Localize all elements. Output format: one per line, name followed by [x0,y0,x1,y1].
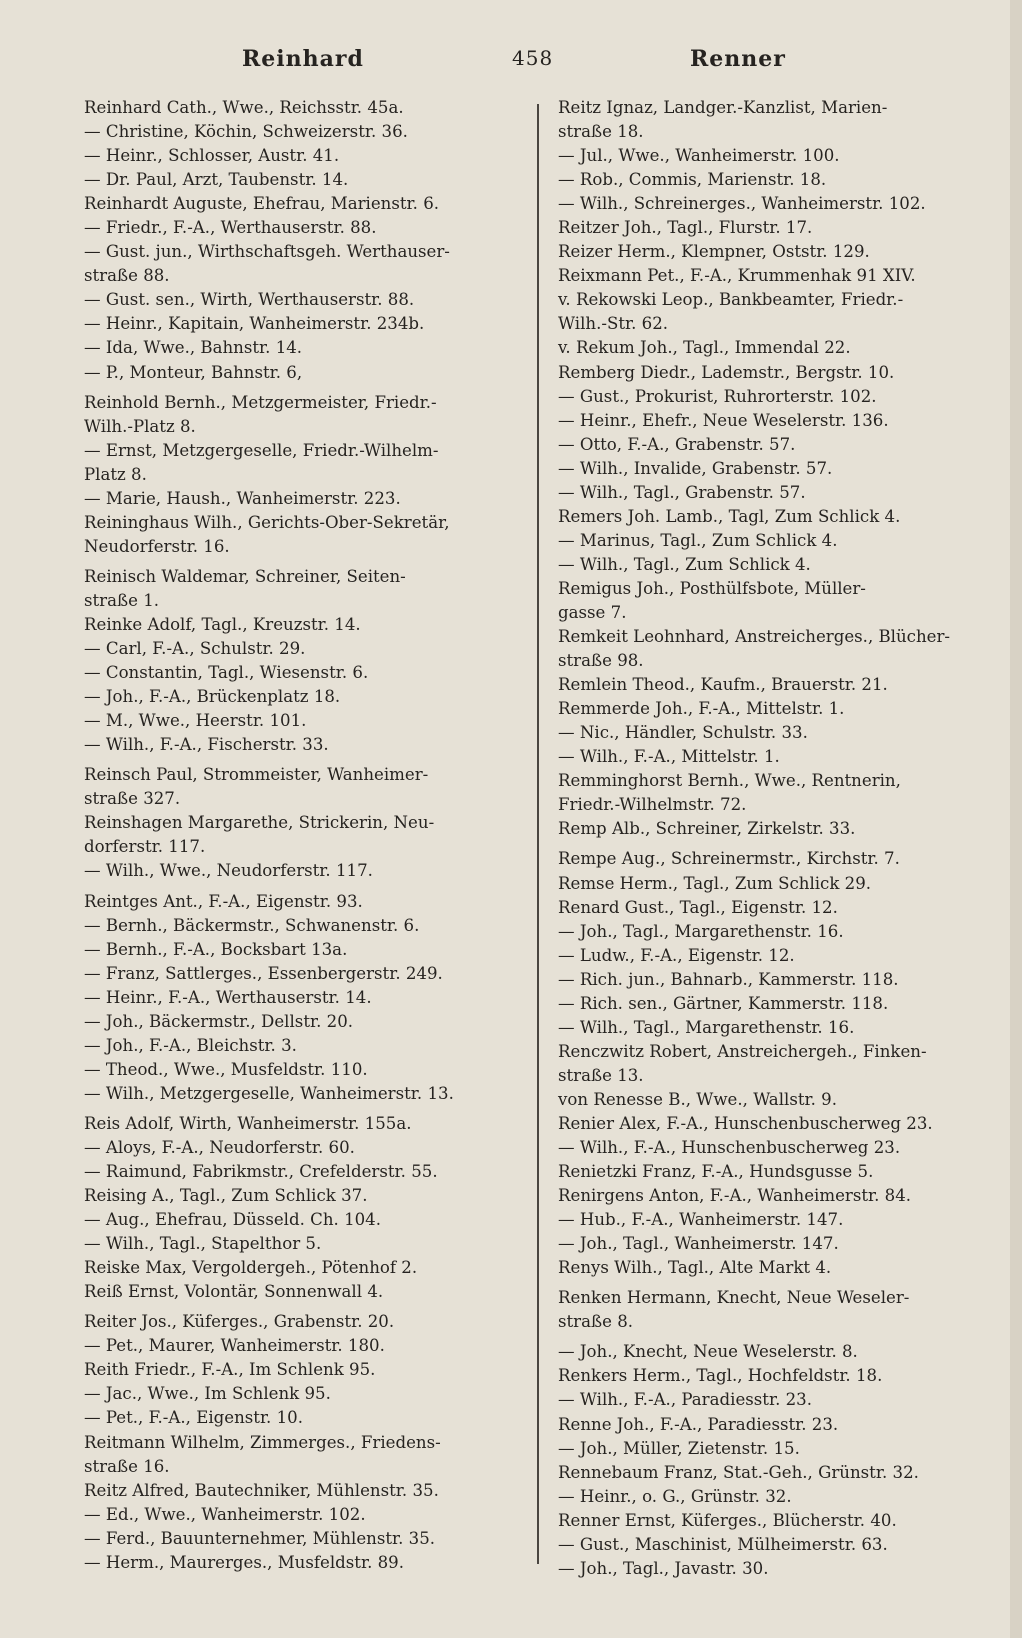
entry-text: Reinshagen Margarethe, Strickerin, Neu- [84,813,435,833]
entry-text: — Joh., Müller, Zietenstr. 15. [558,1438,800,1458]
directory-entry [84,962,524,986]
entry-text: Remigus Joh., Posthülfsbote, Müller- [558,578,866,598]
directory-entry [84,1358,524,1382]
directory-entry [558,721,990,745]
entry-text: — Rich. sen., Gärtner, Kammerstr. 118. [558,993,889,1013]
entry-continuation: Wilh.-Platz 8. [84,416,196,436]
entry-text: Renner Ernst, Küferges., Blücherstr. 40. [558,1510,897,1530]
directory-entry [558,1286,990,1334]
directory-entry [84,914,524,938]
entry-text: v. Rekowski Leop., Bankbeamter, Friedr.- [558,290,904,310]
directory-entry [84,511,524,559]
directory-entry [558,216,990,240]
entry-text: — Heinr., o. G., Grünstr. 32. [558,1486,792,1506]
entry-continuation: dorferstr. 117. [84,837,206,857]
left-column [84,96,524,1575]
entry-text: Reinhardt Auguste, Ehefrau, Marienstr. 6. [84,194,440,214]
directory-entry [84,487,524,511]
running-head-left: Reinhard [242,46,364,72]
directory-entry [558,1040,990,1088]
entry-text: — Heinr., Kapitain, Wanheimerstr. 234b. [84,314,425,334]
directory-entry [84,1232,524,1256]
directory-entry [84,709,524,733]
directory-entry [84,1208,524,1232]
directory-entry [84,336,524,360]
entry-text: — Marie, Haush., Wanheimerstr. 223. [84,488,401,508]
entry-text: Reinke Adolf, Tagl., Kreuzstr. 14. [84,614,361,634]
directory-entry [558,968,990,992]
entry-text: — Rob., Commis, Marienstr. 18. [558,170,827,190]
entry-text: — Bernh., Bäckermstr., Schwanenstr. 6. [84,915,420,935]
directory-entry [558,896,990,920]
entry-text: Reitz Alfred, Bautechniker, Mühlenstr. 35. [84,1480,439,1500]
directory-entry [558,1388,990,1412]
directory-entry [558,745,990,769]
entry-text: Remminghorst Bernh., Wwe., Rentnerin, [558,771,901,791]
directory-entry [558,1208,990,1232]
directory-entry [558,433,990,457]
entry-text: Reininghaus Wilh., Gerichts-Ober-Sekretär, [84,512,450,532]
directory-entry [84,1479,524,1503]
directory-entry [84,1551,524,1575]
directory-entry [84,144,524,168]
directory-entry [84,439,524,487]
entry-text: — P., Monteur, Bahnstr. 6, [84,362,303,382]
directory-entry [558,336,990,360]
directory-entry [558,1413,990,1437]
directory-entry [558,1088,990,1112]
entry-text: — Friedr., F.-A., Werthauserstr. 88. [84,218,377,238]
directory-entry [558,625,990,673]
directory-entry [84,1406,524,1430]
directory-entry [84,811,524,859]
directory-entry [84,1136,524,1160]
entry-text: — Wilh., F.-A., Mittelstr. 1. [558,747,780,767]
entry-text: Reiter Jos., Küferges., Grabenstr. 20. [84,1312,395,1332]
entry-text: — Joh., F.-A., Brückenplatz 18. [84,687,341,707]
entry-text: Renczwitz Robert, Anstreichergeh., Finken- [558,1041,927,1061]
directory-entry [84,1280,524,1304]
entry-text: Reizer Herm., Klempner, Oststr. 129. [558,242,870,262]
entry-text: — Gust., Maschinist, Mülheimerstr. 63. [558,1534,888,1554]
directory-entry [558,673,990,697]
entry-text: Reis Adolf, Wirth, Wanheimerstr. 155a. [84,1113,412,1133]
directory-entry [84,192,524,216]
entry-text: Remp Alb., Schreiner, Zirkelstr. 33. [558,819,856,839]
directory-entry [84,661,524,685]
directory-entry [84,391,524,439]
directory-entry [84,1334,524,1358]
entry-text: — Joh., Knecht, Neue Weselerstr. 8. [558,1342,858,1362]
entry-text: — Wilh., Schreinerges., Wanheimerstr. 102. [558,194,926,214]
entry-text: — Aug., Ehefrau, Düsseld. Ch. 104. [84,1210,382,1230]
entry-text: — Herm., Maurerges., Musfeldstr. 89. [84,1552,405,1572]
entry-text: Reiske Max, Vergoldergeh., Pötenhof 2. [84,1258,418,1278]
entry-text: — Wilh., F.-A., Paradiesstr. 23. [558,1390,813,1410]
entry-text: Renne Joh., F.-A., Paradiesstr. 23. [558,1414,839,1434]
entry-text: — Gust. sen., Wirth, Werthauserstr. 88. [84,290,415,310]
entry-text: — Joh., Tagl., Javastr. 30. [558,1558,769,1578]
directory-entry [84,1034,524,1058]
entry-text: Reising A., Tagl., Zum Schlick 37. [84,1186,368,1206]
directory-entry [84,890,524,914]
directory-entry [558,1112,990,1136]
directory-entry [558,144,990,168]
directory-entry [558,769,990,817]
directory-entry [84,733,524,757]
entry-text: Remkeit Leohnhard, Anstreicherges., Blücher- [558,627,951,647]
directory-entry [84,1382,524,1406]
directory-entry [558,1184,990,1208]
entry-continuation: gasse 7. [558,602,627,622]
directory-entry [558,872,990,896]
directory-entry [84,859,524,883]
directory-entry [84,1184,524,1208]
directory-entry [84,1527,524,1551]
entry-text: Reiß Ernst, Volontär, Sonnenwall 4. [84,1282,384,1302]
directory-entry [558,1340,990,1364]
directory-entry [84,1310,524,1334]
entry-text: Reintges Ant., F.-A., Eigenstr. 93. [84,891,363,911]
directory-entry [84,1503,524,1527]
entry-text: Reinisch Waldemar, Schreiner, Seiten- [84,566,406,586]
entry-continuation: straße 88. [84,266,170,286]
entry-text: — Heinr., Schlosser, Austr. 41. [84,146,340,166]
entry-text: v. Rekum Joh., Tagl., Immendal 22. [558,338,851,358]
directory-entry [558,920,990,944]
directory-entry [84,1082,524,1106]
directory-entry [558,1136,990,1160]
entry-text: Remers Joh. Lamb., Tagl, Zum Schlick 4. [558,506,901,526]
entry-text: — Ernst, Metzgergeselle, Friedr.-Wilhelm- [84,440,439,460]
entry-text: — Hub., F.-A., Wanheimerstr. 147. [558,1210,844,1230]
entry-text: Rempe Aug., Schreinermstr., Kirchstr. 7. [558,849,900,869]
entry-text: — Aloys, F.-A., Neudorferstr. 60. [84,1137,355,1157]
directory-entry [558,1160,990,1184]
entry-text: Remlein Theod., Kaufm., Brauerstr. 21. [558,675,888,695]
directory-entry [84,240,524,288]
entry-text: — Wilh., Tagl., Stapelthor 5. [84,1234,322,1254]
directory-entry [558,944,990,968]
entry-text: Remberg Diedr., Lademstr., Bergstr. 10. [558,362,895,382]
entry-text: Renkers Herm., Tagl., Hochfeldstr. 18. [558,1366,883,1386]
entry-text: — Joh., Tagl., Wanheimerstr. 147. [558,1234,839,1254]
entry-text: Reixmann Pet., F.-A., Krummenhak 91 XIV. [558,266,916,286]
entry-text: — Wilh., F.-A., Hunschenbuscherweg 23. [558,1138,901,1158]
directory-entry [84,613,524,637]
entry-text: — Gust., Prokurist, Ruhrorterstr. 102. [558,386,877,406]
directory-entry [558,361,990,385]
directory-entry [558,192,990,216]
entry-text: Renys Wilh., Tagl., Alte Markt 4. [558,1258,832,1278]
entry-text: — Ida, Wwe., Bahnstr. 14. [84,338,303,358]
entry-text: Remse Herm., Tagl., Zum Schlick 29. [558,873,872,893]
entry-continuation: straße 18. [558,122,644,142]
entry-continuation: Wilh.-Str. 62. [558,314,669,334]
directory-entry [558,505,990,529]
directory-entry [558,992,990,1016]
entry-text: Renier Alex, F.-A., Hunschenbuscherweg 23. [558,1113,933,1133]
entry-text: — Joh., Bäckermstr., Dellstr. 20. [84,1011,354,1031]
directory-entry [84,685,524,709]
directory-entry [558,1557,990,1581]
directory-entry [84,637,524,661]
directory-entry [84,96,524,120]
entry-text: — Heinr., Ehefr., Neue Weselerstr. 136. [558,410,889,430]
entry-text: von Renesse B., Wwe., Wallstr. 9. [558,1089,837,1109]
entry-text: Reitzer Joh., Tagl., Flurstr. 17. [558,218,813,238]
directory-entry [558,577,990,625]
entry-text: — Otto, F.-A., Grabenstr. 57. [558,434,796,454]
directory-entry [558,288,990,336]
entry-text: — Jac., Wwe., Im Schlenk 95. [84,1384,331,1404]
entry-text: — Theod., Wwe., Musfeldstr. 110. [84,1059,368,1079]
directory-entry [84,763,524,811]
entry-text: Renietzki Franz, F.-A., Hundsgusse 5. [558,1162,874,1182]
entry-text: — Pet., Maurer, Wanheimerstr. 180. [84,1336,385,1356]
entry-continuation: straße 98. [558,651,644,671]
entry-continuation: straße 16. [84,1456,170,1476]
entry-continuation: straße 13. [558,1065,644,1085]
entry-text: Rennebaum Franz, Stat.-Geh., Grünstr. 32. [558,1462,919,1482]
entry-text: — Raimund, Fabrikmstr., Crefelderstr. 55. [84,1162,438,1182]
entry-text: — Jul., Wwe., Wanheimerstr. 100. [558,146,840,166]
entry-text: — Ferd., Bauunternehmer, Mühlenstr. 35. [84,1528,436,1548]
entry-text: — Joh., F.-A., Bleichstr. 3. [84,1035,297,1055]
directory-entry [558,168,990,192]
entry-text: Remmerde Joh., F.-A., Mittelstr. 1. [558,699,845,719]
entry-text: — Nic., Händler, Schulstr. 33. [558,723,808,743]
directory-entry [558,385,990,409]
entry-continuation: Platz 8. [84,464,147,484]
directory-entry [558,847,990,871]
entry-text: — Marinus, Tagl., Zum Schlick 4. [558,530,838,550]
entry-text: — M., Wwe., Heerstr. 101. [84,711,307,731]
entry-text: Reitmann Wilhelm, Zimmerges., Friedens- [84,1432,441,1452]
directory-entry [558,1364,990,1388]
directory-entry [558,1509,990,1533]
directory-entry [84,288,524,312]
entry-text: — Rich. jun., Bahnarb., Kammerstr. 118. [558,969,899,989]
entry-text: Reinsch Paul, Strommeister, Wanheimer- [84,765,429,785]
directory-entry [558,1485,990,1509]
page-edge [1010,0,1022,1638]
directory-entry [84,1058,524,1082]
entry-text: Reith Friedr., F.-A., Im Schlenk 95. [84,1360,376,1380]
entry-text: — Wilh., F.-A., Fischerstr. 33. [84,735,329,755]
entry-text: Reitz Ignaz, Landger.-Kanzlist, Marien- [558,98,888,117]
entry-text: Renard Gust., Tagl., Eigenstr. 12. [558,897,838,917]
directory-entry [84,361,524,385]
entry-text: — Ludw., F.-A., Eigenstr. 12. [558,945,795,965]
directory-entry [558,529,990,553]
entry-continuation: straße 1. [84,590,160,610]
entry-text: — Wilh., Metzgergeselle, Wanheimerstr. 13. [84,1083,454,1103]
directory-entry [84,120,524,144]
entry-text: — Constantin, Tagl., Wiesenstr. 6. [84,663,369,683]
entry-text: — Wilh., Tagl., Grabenstr. 57. [558,482,806,502]
entry-text: — Christine, Köchin, Schweizerstr. 36. [84,122,408,142]
directory-entry [84,986,524,1010]
directory-entry [558,1533,990,1557]
entry-text: — Pet., F.-A., Eigenstr. 10. [84,1408,303,1428]
directory-entry [558,409,990,433]
entry-text: Reinhold Bernh., Metzgermeister, Friedr.- [84,392,437,412]
directory-entry [558,553,990,577]
entry-text: — Wilh., Tagl., Zum Schlick 4. [558,554,811,574]
directory-entry [84,1112,524,1136]
directory-entry [558,481,990,505]
directory-entry [558,1461,990,1485]
directory-entry [558,1256,990,1280]
directory-entry [84,565,524,613]
entry-continuation: straße 8. [558,1312,634,1332]
entry-text: — Gust. jun., Wirthschaftsgeh. Werthauser- [84,242,450,262]
directory-entry [558,264,990,288]
entry-continuation: Neudorferstr. 16. [84,536,230,556]
entry-continuation: Friedr.-Wilhelmstr. 72. [558,795,747,815]
entry-text: — Dr. Paul, Arzt, Taubenstr. 14. [84,170,349,190]
directory-entry [84,216,524,240]
page-number: 458 [512,46,554,70]
entry-text: — Wilh., Tagl., Margarethenstr. 16. [558,1017,855,1037]
right-column [558,96,990,1581]
directory-entry [84,1160,524,1184]
directory-entry [558,96,990,144]
entry-text: Renken Hermann, Knecht, Neue Weseler- [558,1288,910,1308]
entry-text: — Carl, F.-A., Schulstr. 29. [84,639,306,659]
directory-entry [558,697,990,721]
entry-text: — Franz, Sattlerges., Essenbergerstr. 249. [84,963,443,983]
directory-entry [558,1232,990,1256]
directory-entry [558,1016,990,1040]
directory-entry [558,457,990,481]
entry-text: — Ed., Wwe., Wanheimerstr. 102. [84,1504,366,1524]
entry-text: — Joh., Tagl., Margarethenstr. 16. [558,921,844,941]
running-head-right: Renner [690,46,786,72]
entry-text: Reinhard Cath., Wwe., Reichsstr. 45a. [84,98,404,117]
directory-entry [558,240,990,264]
column-divider [537,104,539,1564]
entry-text: — Wilh., Invalide, Grabenstr. 57. [558,458,833,478]
directory-entry [84,168,524,192]
directory-entry [84,1256,524,1280]
directory-entry [84,938,524,962]
entry-continuation: straße 327. [84,789,181,809]
entry-text: — Wilh., Wwe., Neudorferstr. 117. [84,861,373,881]
entry-text: — Bernh., F.-A., Bocksbart 13a. [84,939,348,959]
entry-text: — Heinr., F.-A., Werthauserstr. 14. [84,987,372,1007]
entry-text: Renirgens Anton, F.-A., Wanheimerstr. 84. [558,1186,912,1206]
directory-entry [84,1010,524,1034]
directory-entry [558,817,990,841]
directory-entry [84,312,524,336]
directory-entry [84,1431,524,1479]
directory-entry [558,1437,990,1461]
